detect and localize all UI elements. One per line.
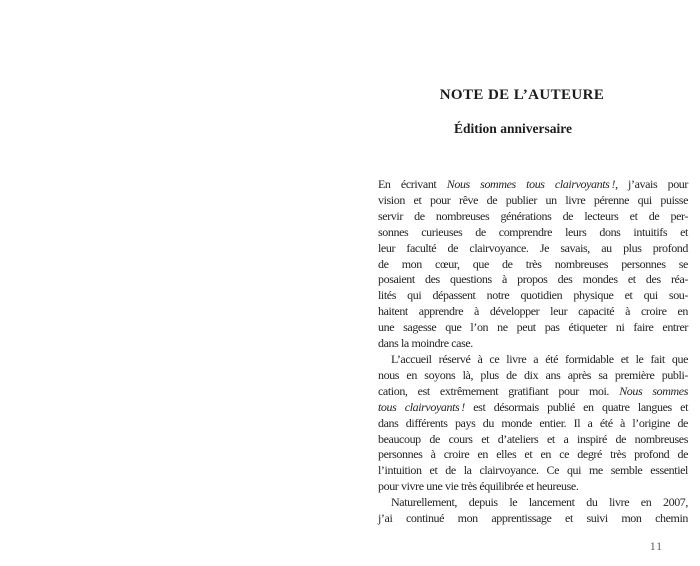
- book-title-italic: tous clairvoyants !: [378, 399, 465, 414]
- page-number: 11: [649, 541, 663, 553]
- text-line: nous en soyons là, plus de dix ans après sa première publi-: [378, 367, 688, 382]
- text-line: personnes à croire en elles et en ce degré très profond de: [378, 447, 688, 462]
- text-line: j’ai continué mon apprentissage et suivi mon chemin: [378, 511, 688, 526]
- text-line: servir de nombreuses générations de lecteurs et de per-: [378, 208, 688, 223]
- text-line: pour vivre une vie très équilibrée et heureuse.: [378, 479, 579, 494]
- chapter-heading: NOTE DE L’AUTEURE: [439, 87, 605, 103]
- body-text: [378, 177, 688, 527]
- book-title-italic: Nous sommes tous clairvoyants !: [446, 177, 616, 191]
- text-line: lités qui dépassent notre quotidien physique et qui sou-: [378, 288, 688, 303]
- text-line: une sagesse que l’on ne peut pas étiqueter ni faire entrer: [378, 320, 688, 335]
- text-segment: cation, est extrêmement gratifiant pour moi.: [378, 383, 620, 398]
- text-line: [378, 400, 688, 416]
- text-line: posaient des questions à propos des mondes et des réa-: [378, 272, 688, 287]
- text-line: leur faculté de clairvoyance. Je savais, au plus profond: [378, 240, 688, 255]
- text-line: dans différents pays du monde entier. Il a été à l’origine de: [378, 415, 688, 430]
- text-line: de mon cœur, que de très nombreuses personnes se: [378, 256, 688, 271]
- text-line: beaucoup de cours et d’ateliers et a inspiré de nombreuses: [378, 431, 688, 446]
- book-title-italic: Nous sommes: [619, 383, 688, 398]
- text-line: vision et pour rêve de publier un livre pérenne qui puisse: [378, 192, 688, 207]
- text-column: [378, 0, 688, 566]
- text-segment: est désormais publié en quatre langues et: [464, 399, 689, 414]
- text-line: haitent apprendre à développer leur capacité à croire en: [378, 304, 688, 319]
- text-line: L’accueil réservé à ce livre a été formidable et le fait que: [391, 351, 688, 366]
- text-line: l’intuition et de la clairvoyance. Ce qui me semble essentiel: [378, 463, 688, 478]
- text-line: dans la moindre case.: [378, 336, 473, 351]
- text-line: [378, 177, 688, 193]
- text-line: Naturellement, depuis le lancement du livre en 2007,: [391, 495, 688, 510]
- text-line: sonnes curieuses de comprendre leurs dons intuitifs et: [378, 224, 688, 239]
- text-segment: , j’avais pour: [615, 177, 688, 191]
- text-segment: En écrivant: [378, 177, 447, 191]
- text-line: [378, 384, 688, 400]
- chapter-subheading: Édition anniversaire: [454, 121, 572, 136]
